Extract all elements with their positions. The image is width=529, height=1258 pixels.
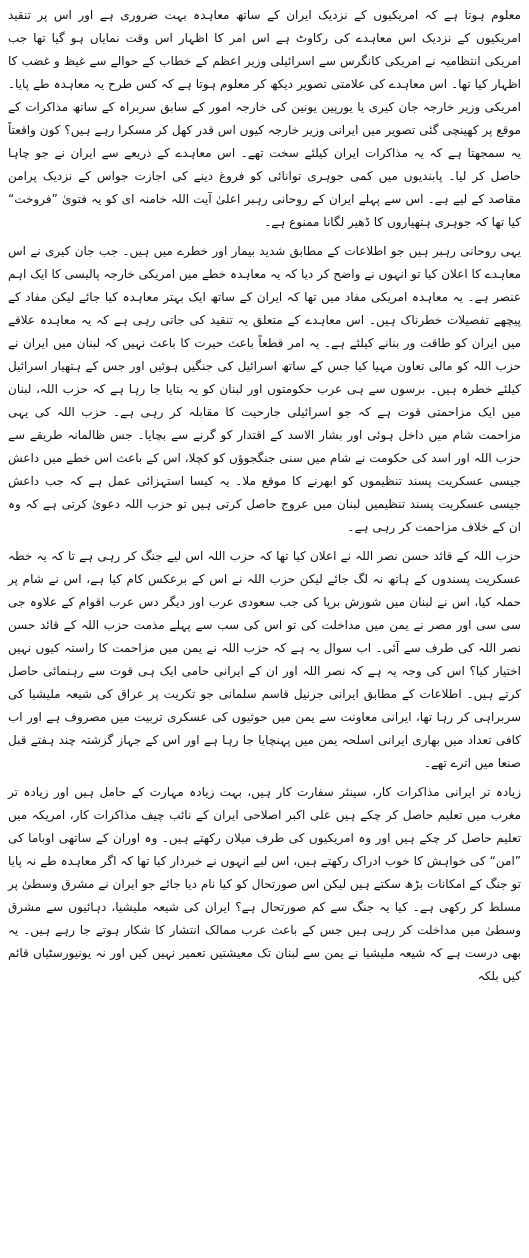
article-paragraph-2: یہی روحانی رہبر ہیں جو اطلاعات کے مطابق شدید بیمار اور خطرے میں ہیں۔ جب جان کیری نے اس معاہدے کا اعلان کیا تو انہوں نے واضح کر دیا کہ یہ معاہدہ خطے میں امریکی خارجہ پالیسی کا ایک اہم عنصر ہے۔ یہ معاہدہ امریکی مفاد میں تھا کہ ایران کے ساتھ ایک بہتر معاہدہ کیا جائے لیکن مفاد کے پیچھے تفصیلات خطرناک ہیں۔ اس معاہدے کے متعلق یہ تنقید کی جاتی رہی ہے کہ یہ معاہدہ علاقے میں ایران کو طاقت ور بنانے کیلئے ہے۔ یہ امر قطعاً باعث حیرت کا باعث نہیں کہ لبنان میں ایران نے حزب اللہ کو مالی تعاون مہیا کیا جس کے ساتھ اسرائیل کی جنگیں ہوئیں اور جس کے ہتھیار اسرائیل کیلئے خطرہ ہیں۔ برسوں سے ہی عرب حکومتوں اور لبنان کو یہ بتایا جا رہا ہے کہ حزب اللہ، لبنان میں ایک مزاحمتی قوت ہے کہ جو اسرائیلی جارحیت کا مقابلہ کر رہی ہے۔ حزب اللہ کی یہی مزاحمت شام میں داخل ہوئی اور بشار الاسد کے اقتدار کو گرنے سے بچایا۔ جس ظالمانہ طریقے سے حزب اللہ اور اسد کی حکومت نے شام میں سنی جنگجوؤں کو کچلا، اس کے باعث اس خطے میں داعش جیسی عسکریت پسند تنظیموں کو ابھرنے کا موقع ملا۔ یہ کیسا استہزائی عمل ہے کہ جب داعش جیسی عسکریت پسند تنظیمیں لبنان میں عروج حاصل کرتی ہیں تو حزب اللہ دعویٰ کرتی ہے کہ وہ ان کے خلاف مزاحمت کر رہی ہے۔	[8, 244, 521, 534]
article-paragraph-4: زیادہ تر ایرانی مذاکرات کار، سینئر سفارت کار ہیں، بہت زیادہ مہارت کے حامل ہیں اور زیادہ تر مغرب میں تعلیم حاصل کر چکے ہیں علی اکبر اصلاحی ایران کے نائب چیف مذاکرات کار، امریکہ میں تعلیم حاصل کر چکے ہیں اور وہ امریکیوں کی طرف میلان رکھتے ہیں۔ وہ اوران کے ساتھی اوباما کی ”امن“ کی خواہش کا خوب ادراک رکھتے ہیں، اس لیے انہوں نے خبردار کیا تھا کہ اگر معاہدہ طے نہ پایا تو جنگ کے امکانات بڑھ سکتے ہیں لیکن اس صورتحال کو کیا نام دیا جائے جو ایران نے مشرق وسطیٰ پر مسلط کر رکھی ہے۔ کیا یہ جنگ سے کم صورتحال ہے؟ ایران کی شیعہ ملیشیا، دہائیوں سے مشرق وسطیٰ میں مداخلت کر رہی ہیں جس کے باعث عرب ممالک انتشار کا شکار ہوتے جا رہے ہیں۔ یہ بھی درست ہے کہ شیعہ ملیشیا نے یمن سے لبنان تک معیشتیں تعمیر نہیں کیں اور نہ یونیورسٹیاں قائم کیں بلکہ	[8, 785, 521, 983]
article-paragraph-3: حزب اللہ کے قائد حسن نصر اللہ نے اعلان کیا تھا کہ حزب اللہ اس لیے جنگ کر رہی ہے تا کہ یہ خطہ عسکریت پسندوں کے ہاتھ نہ لگ جائے لیکن حزب اللہ نے اس کے برعکس کام کیا ہے، اس نے شام پر حملہ کیا، اس نے لبنان میں شورش برپا کی جب سعودی عرب اور دیگر دس عرب اقوام کے علاوہ جی سی سی اور مصر نے یمن میں مداخلت کی تو اس کی سب سے پہلے مذمت حزب اللہ کے قائد حسن نصر اللہ کی طرف سے آئی۔ اب سوال یہ ہے کہ حزب اللہ نے یمن میں مزاحمت کا راستہ کیوں نہیں اختیار کیا؟ اس کی وجہ یہ ہے کہ نصر اللہ اور ان کے ایرانی حامی ایک ہی قوت سے رہنمائی حاصل کرتے ہیں۔ اطلاعات کے مطابق ایرانی جرنیل قاسم سلمانی جو تکریت پر عراق کی شیعہ ملیشیا کی سربراہی کر رہا تھا، ایرانی معاونت سے یمن میں حوثیوں کی عسکری تربیت میں مصروف ہے اور اب کافی تعداد میں بھاری ایرانی اسلحہ یمن میں پہنچایا جا رہا ہے اور اس کے جہاز گزشتہ چند ہفتے قبل صنعا میں اترے تھے۔	[8, 549, 521, 770]
article-paragraph-1: معلوم ہوتا ہے کہ امریکیوں کے نزدیک ایران کے ساتھ معاہدہ بہت ضروری ہے اور اس پر تنقید امریکیوں کے نزدیک اس معاہدے کی رکاوٹ ہے اس امر کا اظہار اس وقت نمایاں ہو گیا تھا جب امریکی انتظامیہ نے امریکی کانگرس سے اسرائیلی وزیر اعظم کے خطاب کے حوالے سے غیظ و غضب کا اظہار کیا تھا۔ اس معاہدے کی علامتی تصویر دیکھ کر معلوم ہوتا ہے کہ کس طرح یہ معاہدہ طے پایا۔ امریکی وزیر خارجہ جان کیری یا یورپین یونین کی خارجہ امور کے سابق سربراہ کے ساتھ مذاکرات کے موقع پر کھینچی گئی تصویر میں ایرانی وزیر خارجہ کیوں اس قدر کھل کر مسکرا رہے ہیں؟ کون واقعتاً یہ سمجھتا ہے کہ یہ مذاکرات ایران کیلئے سخت تھے۔ اس معاہدے کے ذریعے سے ایران نے جو چاہا حاصل کر لیا۔ پابندیوں میں کمی جوہری توانائی کو فروغ دینے کی اجازت جواس کے نزدیک پرامن مقاصد کے لیے ہے۔ اس سے پہلے ایران کے روحانی رہبر اعلیٰ آیت اللہ خامنہ ای کو یہ فتویٰ ”فروخت“ کیا تھا کہ جوہری ہتھیاروں کا ڈھیر لگانا ممنوع ہے۔	[8, 8, 521, 229]
